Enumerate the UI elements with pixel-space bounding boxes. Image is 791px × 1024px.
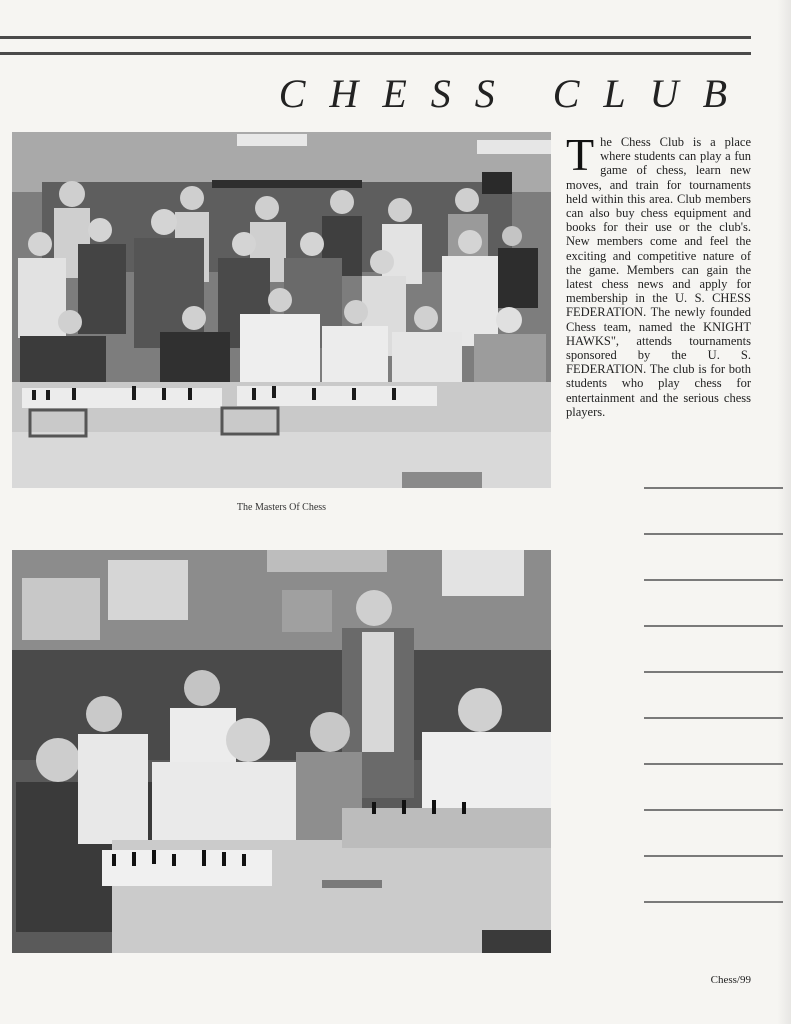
group-photo <box>12 132 551 488</box>
article-body: he Chess Club is a place where students can play a fun game of chess, learn new moves, and train for tournaments held within this area. Club members can also buy chess equipment and books for their use or the club's. New members come and feel the exciting and competitive nature of the game. Members can gain the latest chess news and apply for membership in the U. S. CHESS FEDERATION. The newly founded Chess team, named the KNIGHT HAWKS", attends tournaments sponsored by the U. S. FEDERATION. The club is for both students who play chess for entertainment and the serious chess players. <box>566 135 751 419</box>
decorative-line <box>644 671 783 673</box>
decorative-line <box>644 533 783 535</box>
decorative-line <box>644 487 783 489</box>
decorative-lines <box>644 487 783 947</box>
header-rule-top <box>0 36 751 39</box>
playing-photo <box>12 550 551 953</box>
header-rule-bottom <box>0 52 751 55</box>
decorative-line <box>644 855 783 857</box>
decorative-line <box>644 901 783 903</box>
playing-photo-image <box>12 550 551 953</box>
decorative-line <box>644 717 783 719</box>
drop-cap: T <box>566 129 595 180</box>
page-number: Chess/99 <box>710 974 751 986</box>
decorative-line <box>644 625 783 627</box>
article-text <box>566 129 751 419</box>
group-photo-image <box>12 132 551 488</box>
decorative-line <box>644 809 783 811</box>
decorative-line <box>644 579 783 581</box>
page-title: CHESS CLUB <box>278 71 751 116</box>
decorative-line <box>644 763 783 765</box>
photo-caption: The Masters Of Chess <box>236 502 327 513</box>
